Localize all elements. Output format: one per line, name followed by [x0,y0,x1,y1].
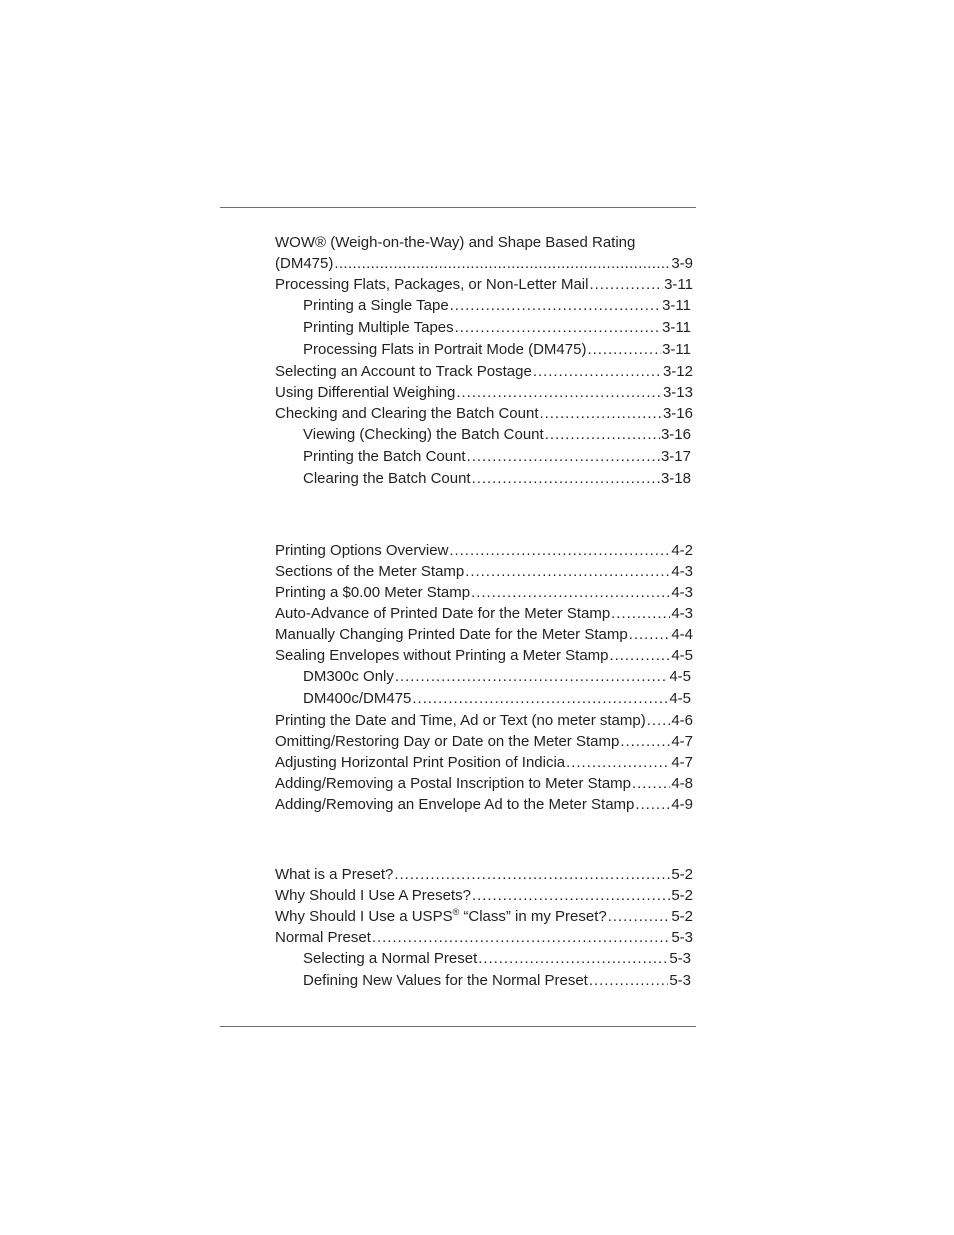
toc-entry-title: Defining New Values for the Normal Preset [303,972,588,989]
leader-dots [478,950,668,968]
toc-entry[interactable] [275,605,693,623]
toc-entry-title: What is a Preset? [275,866,394,883]
toc-entry-title [275,908,607,926]
toc-entry-wow-line2[interactable] [275,255,693,273]
leader-dots [471,584,670,602]
toc-subentry[interactable] [303,341,691,359]
toc-page-number: 4-5 [669,668,691,685]
toc-page-number: 4-4 [671,626,693,643]
leader-dots [394,866,670,884]
toc-page-number: 5-2 [671,908,693,925]
toc-entry-title: Selecting a Normal Preset [303,950,478,967]
toc-entry-title: Using Differential Weighing [275,384,456,401]
toc-entry-title: Sections of the Meter Stamp [275,563,465,580]
toc-subentry[interactable] [303,972,691,990]
toc-entry[interactable] [275,647,693,665]
leader-dots [589,276,663,294]
toc-page-number: 4-3 [671,605,693,622]
toc-page-number: 3-11 [662,319,691,336]
leader-dots [611,605,670,623]
toc-page-number: 4-7 [671,754,693,771]
toc-subentry[interactable] [303,426,691,444]
toc-page-number: 3-17 [660,448,691,465]
toc-entry[interactable] [275,908,693,926]
toc-entry-title: DM400c/DM475 [303,690,412,707]
leader-dots [533,363,662,381]
leader-dots [412,690,668,708]
toc-subentry[interactable] [303,950,691,968]
leader-dots [450,297,661,315]
toc-entry-title: Processing Flats, Packages, or Non-Letter Mail [275,276,589,293]
toc-entry-title: Clearing the Batch Count [303,470,471,487]
toc-subentry[interactable] [303,297,691,315]
leader-dots [449,542,670,560]
toc-page-number: 3-11 [662,341,691,358]
leader-dots [472,887,670,905]
toc-page-number: 3-12 [662,363,693,380]
toc-page-number: 5-3 [671,929,693,946]
toc-page-number: 5-3 [669,972,691,989]
toc-entry-title-part: “Class” in my Preset? [459,908,607,925]
toc-page-number: 3-16 [660,426,691,443]
toc-page-number: 4-3 [671,584,693,601]
toc-entry-title: Adding/Removing a Postal Inscription to Meter Stamp [275,775,632,792]
toc-entry[interactable] [275,796,693,814]
toc-subentry[interactable] [303,668,691,686]
registered-mark: ® [452,907,460,917]
toc-page-number: 5-2 [671,866,693,883]
leader-dots [465,563,670,581]
leader-dots [395,668,668,686]
toc-entry[interactable] [275,384,693,402]
toc-entry-wow-line1[interactable] [275,234,635,252]
toc-entry-title: Selecting an Account to Track Postage [275,363,532,380]
toc-subentry[interactable] [303,470,691,488]
toc-subentry[interactable] [303,448,691,466]
toc-entry-title: Printing a Single Tape [303,297,449,314]
toc-page-number: 4-2 [671,542,693,559]
toc-entry[interactable] [275,929,693,947]
toc-entry-title: DM300c Only [303,668,394,685]
leader-dots [589,972,668,990]
toc-entry-title: Normal Preset [275,929,371,946]
toc-entry[interactable] [275,754,693,772]
leader-dots [608,908,671,926]
toc-page-number: 4-3 [671,563,693,580]
toc-entry-title: Processing Flats in Portrait Mode (DM475) [303,341,587,358]
toc-entry-title: Printing a $0.00 Meter Stamp [275,584,471,601]
toc-entry-title: Auto-Advance of Printed Date for the Meter Stamp [275,605,611,622]
toc-page-number: 4-9 [671,796,693,813]
toc-page-number: 3-16 [662,405,693,422]
toc-entry[interactable] [275,563,693,581]
toc-page-number: 3-13 [662,384,693,401]
toc-entry-title: Printing Multiple Tapes [303,319,454,336]
leader-dots [620,733,670,751]
leader-dots [456,384,662,402]
toc-entry[interactable] [275,712,693,730]
toc-entry[interactable] [275,405,693,423]
toc-page-number: 3-11 [664,276,693,293]
leader-dots [455,319,661,337]
leader-dots [334,255,670,273]
leader-dots [566,754,670,772]
toc-entry[interactable] [275,733,693,751]
toc-entry-title: Omitting/Restoring Day or Date on the Meter Stamp [275,733,620,750]
toc-entry[interactable] [275,775,693,793]
bottom-rule [220,1026,696,1027]
toc-entry-title: Sealing Envelopes without Printing a Meter Stamp [275,647,609,664]
toc-page-number: 4-8 [671,775,693,792]
toc-entry[interactable] [275,363,693,381]
toc-entry-title: Manually Changing Printed Date for the Meter Stamp [275,626,628,643]
toc-entry-title: Adding/Removing an Envelope Ad to the Meter Stamp [275,796,635,813]
toc-entry[interactable] [275,866,693,884]
toc-entry-title: (DM475) [275,255,334,272]
toc-entry-title: Adjusting Horizontal Print Position of Indicia [275,754,566,771]
toc-page-number: 3-11 [662,297,691,314]
toc-entry[interactable] [275,584,693,602]
toc-page-number: 4-7 [671,733,693,750]
toc-entry[interactable] [275,626,693,644]
toc-subentry[interactable] [303,690,691,708]
toc-page-number: 5-3 [669,950,691,967]
toc-page-number: 5-2 [671,887,693,904]
toc-entry-title: Viewing (Checking) the Batch Count [303,426,544,443]
toc-page-number: 4-5 [671,647,693,664]
toc-entry[interactable] [275,542,693,560]
leader-dots [647,712,671,730]
leader-dots [472,470,660,488]
toc-entry-title: WOW® (Weigh-on-the-Way) and Shape Based Rating [275,234,636,251]
toc-entry-title-part: Why Should I Use a USPS [275,908,453,925]
toc-entry-title: Printing Options Overview [275,542,449,559]
toc-entry-title: Checking and Clearing the Batch Count [275,405,539,422]
toc-entry-title: Printing the Date and Time, Ad or Text (no meter stamp) [275,712,646,729]
toc-page-number: 4-5 [669,690,691,707]
leader-dots [467,448,660,466]
toc-page-number: 4-6 [671,712,693,729]
toc-subentry[interactable] [303,319,691,337]
toc-page-number: 3-18 [660,470,691,487]
toc-page-number: 3-9 [671,255,693,272]
leader-dots [629,626,671,644]
leader-dots [545,426,660,444]
leader-dots [635,796,670,814]
leader-dots [632,775,670,793]
toc-entry-title: Why Should I Use A Presets? [275,887,471,904]
toc-entry[interactable] [275,887,693,905]
leader-dots [372,929,670,947]
toc-entry-title: Printing the Batch Count [303,448,466,465]
leader-dots [587,341,661,359]
leader-dots [610,647,671,665]
leader-dots [540,405,662,423]
toc-entry[interactable] [275,276,693,294]
